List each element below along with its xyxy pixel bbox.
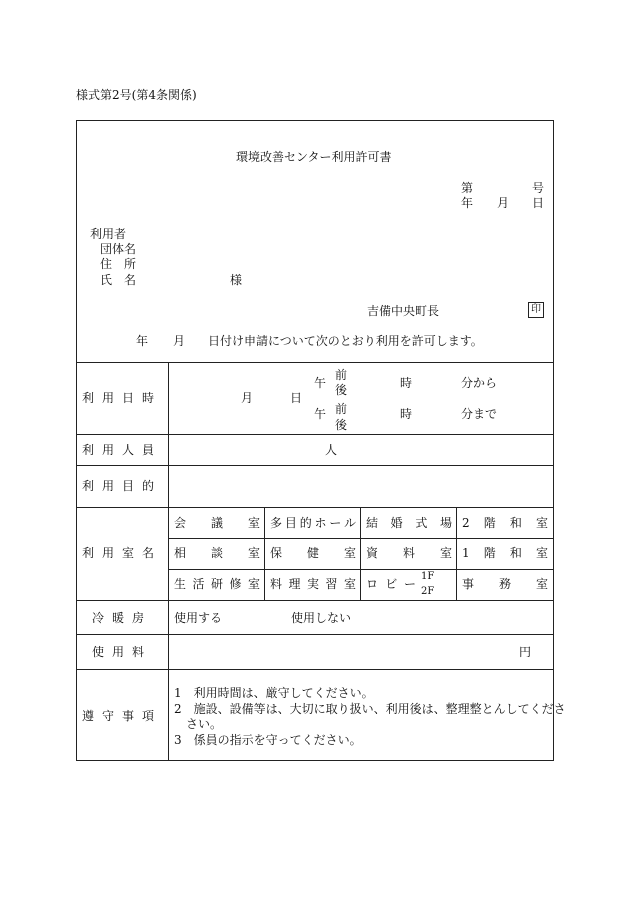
rule-datetime-top [76,362,554,363]
applicant-address-label: 住 所 [100,257,137,271]
permit-number-prefix: 第 [461,181,474,195]
label-rooms: 利用室名 [81,546,162,560]
room-cell: 生活研修室 [174,577,260,591]
rule-rooms-top [76,507,554,508]
fee-unit: 円 [519,645,532,659]
rule-item: 2 施設、設備等は、大切に取り扱い、利用後は、整理整とんしてくださ [174,702,566,716]
room-cell: 料理実習室 [270,577,356,591]
datetime-day: 日 [290,391,303,405]
room-cell: 会議室 [174,516,260,530]
aircon-not-use: 使用しない [291,611,352,625]
rule-item: 1 利用時間は、厳守してください。 [174,686,374,700]
statement-month: 月 [173,334,186,348]
label-fee: 使用料 [91,645,152,659]
end-hour: 時 [400,407,413,421]
datetime-month: 月 [241,391,254,405]
rule-rooms-col2 [264,507,265,600]
start-pm: 後 [335,383,348,397]
rule-purpose-top [76,465,554,466]
applicant-label: 利用者 [90,227,127,241]
end-pm: 後 [335,418,348,432]
room-cell: 1階和室 [462,546,548,560]
permit-number-suffix: 号 [532,181,545,195]
room-cell: 事務室 [462,577,548,591]
start-go-char: 午 [314,376,327,390]
applicant-name-label: 氏 名 [100,273,137,287]
label-datetime: 利用日時 [81,391,162,405]
room-cell: 多目的ホール [270,516,356,530]
rule-item-continued: さい。 [174,717,223,731]
rule-fee-top [76,634,554,635]
rule-rules-top [76,669,554,670]
start-hour: 時 [400,376,413,390]
rule-rooms-col3 [360,507,361,600]
label-rules: 遵守事項 [81,709,162,723]
permit-date-day: 日 [532,196,545,210]
applicant-honorific: 様 [230,273,243,287]
permit-date-month: 月 [497,196,510,210]
permit-frame [76,120,554,761]
people-unit: 人 [325,443,338,457]
rule-label-column [168,362,169,761]
rule-rooms-col4 [456,507,457,600]
form-number: 様式第2号(第4条関係) [76,88,197,102]
aircon-use: 使用する [174,611,223,625]
seal-mark: 印 [528,302,544,318]
end-am: 前 [335,402,348,416]
rule-rooms-row2 [168,538,554,539]
room-cell: 相談室 [174,546,260,560]
room-cell: 資料室 [366,546,452,560]
start-from: 分から [461,376,498,390]
room-cell: 結婚式場 [366,516,452,530]
label-aircon: 冷暖房 [91,611,152,625]
issuer-name: 吉備中央町長 [367,304,440,318]
statement-year: 年 [136,334,149,348]
label-people: 利用人員 [81,443,162,457]
rule-item: 3 係員の指示を守ってください。 [174,733,362,747]
rule-rooms-row3 [168,569,554,570]
permit-title: 環境改善センター利用許可書 [236,150,392,164]
applicant-org-label: 団体名 [100,242,137,256]
room-cell: 2階和室 [462,516,548,530]
room-cell: 保健室 [270,546,356,560]
permit-date-year: 年 [461,196,474,210]
rule-people-top [76,434,554,435]
end-go-char: 午 [314,407,327,421]
lobby-floor-1f: 1F [421,571,435,582]
rule-aircon-top [76,600,554,601]
end-until: 分まで [461,407,498,421]
room-cell-lobby: ロビー [366,577,416,591]
start-am: 前 [335,368,348,382]
label-purpose: 利用目的 [81,479,162,493]
statement-text: 日付け申請について次のとおり利用を許可します。 [208,334,483,348]
lobby-floor-2f: 2F [421,586,435,597]
